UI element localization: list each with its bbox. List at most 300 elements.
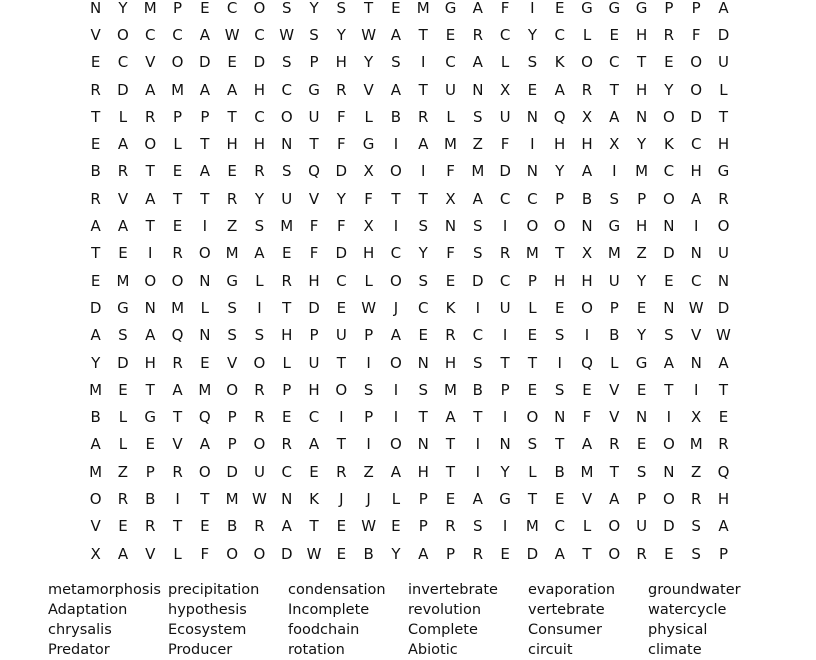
grid-letter[interactable]: N [281,135,293,154]
grid-letter[interactable]: O [526,217,539,236]
grid-letter[interactable]: N [417,353,429,372]
grid-letter[interactable]: C [690,271,702,290]
grid-letter[interactable]: C [172,25,183,44]
grid-letter[interactable]: T [172,517,183,536]
grid-letter[interactable]: T [555,244,565,263]
grid-letter[interactable]: H [335,53,347,72]
grid-letter[interactable]: S [473,244,483,263]
grid-letter[interactable]: H [717,135,730,154]
grid-letter[interactable]: S [254,326,265,345]
grid-letter[interactable]: E [118,244,128,263]
grid-letter[interactable]: W [306,544,322,563]
grid-letter[interactable]: Y [118,0,128,17]
grid-letter[interactable]: M [525,244,539,263]
grid-letter[interactable]: I [420,162,426,181]
grid-letter[interactable]: O [335,380,348,399]
grid-letter[interactable]: G [635,0,648,17]
grid-letter[interactable]: N [635,408,648,427]
grid-letter[interactable]: E [90,135,101,154]
grid-letter[interactable]: G [308,80,320,99]
grid-letter[interactable]: R [90,80,101,99]
grid-letter[interactable]: X [363,217,374,236]
grid-letter[interactable]: E [227,53,237,72]
grid-letter[interactable]: Y [336,189,346,208]
grid-letter[interactable]: I [612,162,617,181]
grid-letter[interactable]: L [446,107,455,126]
grid-letter[interactable]: O [171,53,184,72]
grid-letter[interactable]: G [608,217,621,236]
grid-letter[interactable]: H [417,462,429,481]
grid-letter[interactable]: Y [555,162,565,181]
grid-letter[interactable]: X [581,107,593,126]
grid-letter[interactable]: I [366,435,371,454]
grid-letter[interactable]: T [200,189,210,208]
grid-letter[interactable]: V [90,517,101,536]
grid-letter[interactable]: L [200,298,210,317]
grid-letter[interactable]: S [527,53,538,72]
grid-letter[interactable]: M [198,380,212,399]
grid-letter[interactable]: P [227,435,237,454]
grid-letter[interactable]: S [281,0,292,17]
grid-letter[interactable]: Y [637,326,647,345]
grid-letter[interactable]: I [393,135,399,154]
grid-letter[interactable]: U [308,353,320,372]
grid-letter[interactable]: E [527,326,538,345]
grid-letter[interactable]: Q [171,326,184,345]
grid-letter[interactable]: T [91,244,101,263]
grid-letter[interactable]: E [281,408,292,427]
grid-letter[interactable]: H [554,135,566,154]
grid-letter[interactable]: R [472,544,484,563]
grid-letter[interactable]: Z [363,462,374,481]
grid-letter[interactable]: I [339,408,344,427]
grid-letter[interactable]: A [581,435,593,454]
grid-letter[interactable]: E [90,53,101,72]
grid-letter[interactable]: U [499,298,511,317]
grid-letter[interactable]: I [475,298,481,317]
grid-letter[interactable]: I [393,380,399,399]
grid-letter[interactable]: Q [553,107,566,126]
grid-letter[interactable]: G [444,0,457,17]
grid-letter[interactable]: U [636,517,648,536]
grid-letter[interactable]: N [144,298,156,317]
grid-letter[interactable]: O [117,25,129,44]
grid-letter[interactable]: B [90,162,101,181]
grid-letter[interactable]: Y [91,353,101,372]
grid-letter[interactable]: O [226,380,239,399]
grid-letter[interactable]: A [281,517,292,536]
grid-letter[interactable]: E [172,162,183,181]
grid-letter[interactable]: F [200,544,210,563]
grid-letter[interactable]: V [90,25,101,44]
grid-letter[interactable]: D [117,80,129,99]
grid-letter[interactable]: N [717,271,730,290]
grid-letter[interactable]: I [502,408,508,427]
grid-letter[interactable]: T [391,189,401,208]
grid-letter[interactable]: O [608,544,621,563]
grid-letter[interactable]: P [664,0,674,17]
grid-letter[interactable]: R [663,25,675,44]
grid-letter[interactable]: P [418,489,428,508]
grid-letter[interactable]: C [554,517,565,536]
grid-letter[interactable]: T [418,408,428,427]
grid-letter[interactable]: E [336,544,347,563]
grid-letter[interactable]: H [717,489,730,508]
grid-letter[interactable]: T [309,517,319,536]
grid-letter[interactable]: A [472,189,483,208]
grid-letter[interactable]: D [226,462,238,481]
grid-letter[interactable]: I [502,217,508,236]
grid-letter[interactable]: G [608,0,621,17]
grid-letter[interactable]: E [445,271,456,290]
grid-letter[interactable]: A [308,435,320,454]
grid-letter[interactable]: E [582,380,592,399]
grid-letter[interactable]: L [610,353,619,372]
grid-letter[interactable]: F [446,162,455,181]
grid-letter[interactable]: W [361,298,377,317]
grid-letter[interactable]: E [336,517,347,536]
grid-letter[interactable]: E [227,162,237,181]
grid-letter[interactable]: D [526,544,539,563]
grid-letter[interactable]: S [473,353,483,372]
grid-letter[interactable]: M [444,380,457,399]
grid-letter[interactable]: L [500,53,510,72]
grid-letter[interactable]: G [144,408,157,427]
grid-letter[interactable]: O [581,298,593,317]
grid-letter[interactable]: P [173,0,183,17]
grid-letter[interactable]: S [473,517,483,536]
grid-letter[interactable]: O [526,408,539,427]
grid-letter[interactable]: E [664,53,674,72]
grid-letter[interactable]: N [281,489,293,508]
grid-letter[interactable]: U [253,462,265,481]
grid-letter[interactable]: Y [418,244,428,263]
grid-letter[interactable]: D [308,298,320,317]
grid-letter[interactable]: T [609,462,619,481]
grid-letter[interactable]: I [175,489,180,508]
grid-letter[interactable]: F [309,244,319,263]
grid-letter[interactable]: A [445,408,456,427]
grid-letter[interactable]: C [254,25,265,44]
grid-letter[interactable]: N [199,326,211,345]
grid-letter[interactable]: N [472,80,484,99]
grid-letter[interactable]: S [281,162,292,181]
grid-letter[interactable]: R [445,517,456,536]
grid-letter[interactable]: O [198,244,211,263]
grid-letter[interactable]: O [390,435,402,454]
grid-letter[interactable]: R [281,271,292,290]
grid-letter[interactable]: L [364,271,373,290]
grid-letter[interactable]: Y [664,80,674,99]
grid-letter[interactable]: A [472,53,483,72]
grid-letter[interactable]: U [499,107,511,126]
grid-letter[interactable]: U [308,107,320,126]
grid-letter[interactable]: L [364,107,373,126]
grid-letter[interactable]: O [390,162,402,181]
grid-letter[interactable]: N [417,435,429,454]
grid-letter[interactable]: U [717,244,729,263]
grid-letter[interactable]: I [475,462,481,481]
grid-letter[interactable]: A [199,162,210,181]
grid-letter[interactable]: M [635,162,649,181]
grid-letter[interactable]: M [689,435,703,454]
grid-letter[interactable]: T [473,408,483,427]
grid-letter[interactable]: D [663,244,675,263]
grid-letter[interactable]: D [663,517,675,536]
grid-letter[interactable]: I [530,135,535,154]
grid-letter[interactable]: A [609,107,620,126]
grid-letter[interactable]: W [279,25,295,44]
grid-letter[interactable]: N [526,107,539,126]
grid-letter[interactable]: U [717,53,729,72]
grid-letter[interactable]: N [663,462,675,481]
grid-letter[interactable]: A [117,217,129,236]
grid-letter[interactable]: L [582,25,592,44]
grid-letter[interactable]: A [117,135,129,154]
grid-letter[interactable]: F [582,408,592,427]
grid-letter[interactable]: Q [308,162,320,181]
grid-letter[interactable]: O [717,217,730,236]
grid-letter[interactable]: L [255,271,264,290]
grid-letter[interactable]: X [609,135,620,154]
grid-letter[interactable]: A [554,80,565,99]
grid-letter[interactable]: D [253,53,266,72]
grid-letter[interactable]: T [200,135,210,154]
grid-letter[interactable]: X [581,244,593,263]
grid-letter[interactable]: T [637,53,647,72]
grid-letter[interactable]: A [199,25,210,44]
grid-letter[interactable]: C [390,244,402,263]
grid-letter[interactable]: P [445,544,456,563]
grid-letter[interactable]: H [253,135,266,154]
grid-letter[interactable]: N [444,217,457,236]
grid-letter[interactable]: H [281,326,293,345]
grid-letter[interactable]: L [528,298,537,317]
grid-letter[interactable]: V [609,380,620,399]
grid-letter[interactable]: L [173,544,182,563]
grid-letter[interactable]: E [281,244,292,263]
grid-letter[interactable]: R [336,80,347,99]
grid-letter[interactable]: M [525,517,539,536]
grid-letter[interactable]: U [281,189,293,208]
grid-letter[interactable]: N [690,244,702,263]
grid-letter[interactable]: T [718,107,729,126]
grid-letter[interactable]: V [581,489,593,508]
grid-letter[interactable]: P [609,298,619,317]
grid-letter[interactable]: P [718,544,728,563]
grid-letter[interactable]: N [663,298,675,317]
grid-letter[interactable]: Z [636,244,647,263]
grid-letter[interactable]: Q [198,408,211,427]
grid-letter[interactable]: A [254,244,265,263]
grid-letter[interactable]: A [390,462,402,481]
grid-letter[interactable]: C [281,462,292,481]
grid-letter[interactable]: S [554,326,565,345]
grid-letter[interactable]: S [281,53,292,72]
grid-letter[interactable]: Y [637,135,647,154]
grid-letter[interactable]: O [662,435,675,454]
grid-letter[interactable]: T [309,135,319,154]
grid-letter[interactable]: E [636,380,647,399]
grid-letter[interactable]: T [418,25,428,44]
grid-letter[interactable]: A [718,0,729,17]
grid-letter[interactable]: M [89,462,103,481]
grid-letter[interactable]: M [171,298,185,317]
grid-letter[interactable]: R [718,435,729,454]
grid-letter[interactable]: A [390,326,402,345]
grid-letter[interactable]: O [581,53,593,72]
grid-letter[interactable]: L [582,517,592,536]
grid-letter[interactable]: V [308,189,320,208]
grid-letter[interactable]: T [282,298,292,317]
grid-letter[interactable]: E [118,517,128,536]
grid-letter[interactable]: A [90,217,101,236]
grid-letter[interactable]: O [608,517,621,536]
grid-letter[interactable]: S [309,25,319,44]
grid-letter[interactable]: S [691,517,701,536]
grid-letter[interactable]: A [418,135,429,154]
grid-letter[interactable]: O [280,107,293,126]
grid-letter[interactable]: Q [717,462,730,481]
grid-letter[interactable]: B [390,107,402,126]
grid-letter[interactable]: O [553,217,566,236]
grid-letter[interactable]: O [690,53,703,72]
grid-letter[interactable]: E [200,353,210,372]
grid-letter[interactable]: O [198,462,211,481]
grid-letter[interactable]: Y [637,271,647,290]
grid-letter[interactable]: R [145,517,156,536]
grid-letter[interactable]: M [280,217,294,236]
grid-letter[interactable]: P [555,189,565,208]
grid-letter[interactable]: K [445,298,456,317]
grid-letter[interactable]: H [635,25,648,44]
grid-letter[interactable]: L [118,435,128,454]
grid-letter[interactable]: E [391,0,401,17]
grid-letter[interactable]: T [336,353,346,372]
grid-letter[interactable]: H [226,135,238,154]
grid-letter[interactable]: T [364,0,374,17]
grid-letter[interactable]: V [145,544,156,563]
grid-letter[interactable]: R [254,380,265,399]
grid-letter[interactable]: H [554,271,566,290]
grid-letter[interactable]: E [554,489,565,508]
grid-letter[interactable]: E [527,80,538,99]
grid-letter[interactable]: R [417,107,429,126]
grid-letter[interactable]: R [581,80,593,99]
grid-letter[interactable]: F [500,135,510,154]
grid-letter[interactable]: C [527,189,538,208]
grid-letter[interactable]: A [663,353,675,372]
grid-letter[interactable]: V [363,80,374,99]
grid-letter[interactable]: L [282,353,291,372]
grid-letter[interactable]: G [499,489,511,508]
grid-letter[interactable]: H [444,353,457,372]
grid-letter[interactable]: R [117,162,129,181]
grid-letter[interactable]: E [118,380,128,399]
grid-letter[interactable]: M [607,244,621,263]
grid-letter[interactable]: I [502,517,508,536]
grid-letter[interactable]: E [445,489,456,508]
grid-letter[interactable]: A [227,80,238,99]
grid-letter[interactable]: M [580,462,594,481]
grid-letter[interactable]: A [609,489,620,508]
grid-letter[interactable]: U [608,271,620,290]
grid-letter[interactable]: N [663,217,675,236]
grid-letter[interactable]: Y [391,544,401,563]
grid-letter[interactable]: F [364,189,373,208]
grid-letter[interactable]: S [473,217,483,236]
grid-letter[interactable]: D [117,353,129,372]
grid-letter[interactable]: J [393,298,399,317]
grid-letter[interactable]: E [418,326,428,345]
grid-letter[interactable]: M [416,0,430,17]
grid-letter[interactable]: A [117,544,129,563]
grid-letter[interactable]: O [390,353,402,372]
grid-letter[interactable]: Y [336,25,346,44]
grid-letter[interactable]: E [636,298,647,317]
grid-letter[interactable]: B [609,326,620,345]
grid-letter[interactable]: T [445,462,456,481]
grid-letter[interactable]: Q [581,353,593,372]
grid-letter[interactable]: C [472,326,484,345]
grid-letter[interactable]: E [500,544,510,563]
grid-letter[interactable]: C [445,53,456,72]
grid-letter[interactable]: P [309,53,319,72]
grid-letter[interactable]: I [693,217,699,236]
grid-letter[interactable]: F [500,0,510,17]
grid-letter[interactable]: S [391,53,401,72]
grid-letter[interactable]: H [253,80,266,99]
grid-letter[interactable]: S [664,326,674,345]
grid-letter[interactable]: G [117,298,129,317]
grid-letter[interactable]: V [609,408,620,427]
grid-letter[interactable]: C [499,25,511,44]
grid-letter[interactable]: A [581,162,593,181]
grid-letter[interactable]: T [227,107,237,126]
grid-letter[interactable]: L [391,489,401,508]
grid-letter[interactable]: N [499,435,511,454]
grid-letter[interactable]: I [475,435,481,454]
grid-letter[interactable]: K [663,135,674,154]
grid-letter[interactable]: A [472,489,483,508]
grid-letter[interactable]: M [444,135,457,154]
grid-letter[interactable]: D [199,53,211,72]
grid-letter[interactable]: O [253,435,266,454]
grid-letter[interactable]: E [554,298,565,317]
grid-letter[interactable]: P [227,408,237,427]
grid-letter[interactable]: I [148,244,153,263]
grid-letter[interactable]: Y [364,53,374,72]
grid-letter[interactable]: E [391,517,401,536]
grid-letter[interactable]: O [253,544,266,563]
grid-letter[interactable]: A [691,189,702,208]
grid-letter[interactable]: X [691,408,702,427]
grid-letter[interactable]: C [308,408,320,427]
grid-letter[interactable]: V [227,353,238,372]
grid-letter[interactable]: P [637,189,647,208]
grid-letter[interactable]: H [581,271,593,290]
grid-letter[interactable]: E [718,408,729,427]
grid-letter[interactable]: W [224,25,240,44]
grid-letter[interactable]: T [145,217,155,236]
grid-letter[interactable]: M [225,489,239,508]
grid-letter[interactable]: N [635,107,648,126]
grid-letter[interactable]: L [118,107,128,126]
grid-letter[interactable]: N [526,162,539,181]
grid-letter[interactable]: R [172,462,183,481]
grid-letter[interactable]: O [662,107,675,126]
grid-letter[interactable]: M [89,380,103,399]
